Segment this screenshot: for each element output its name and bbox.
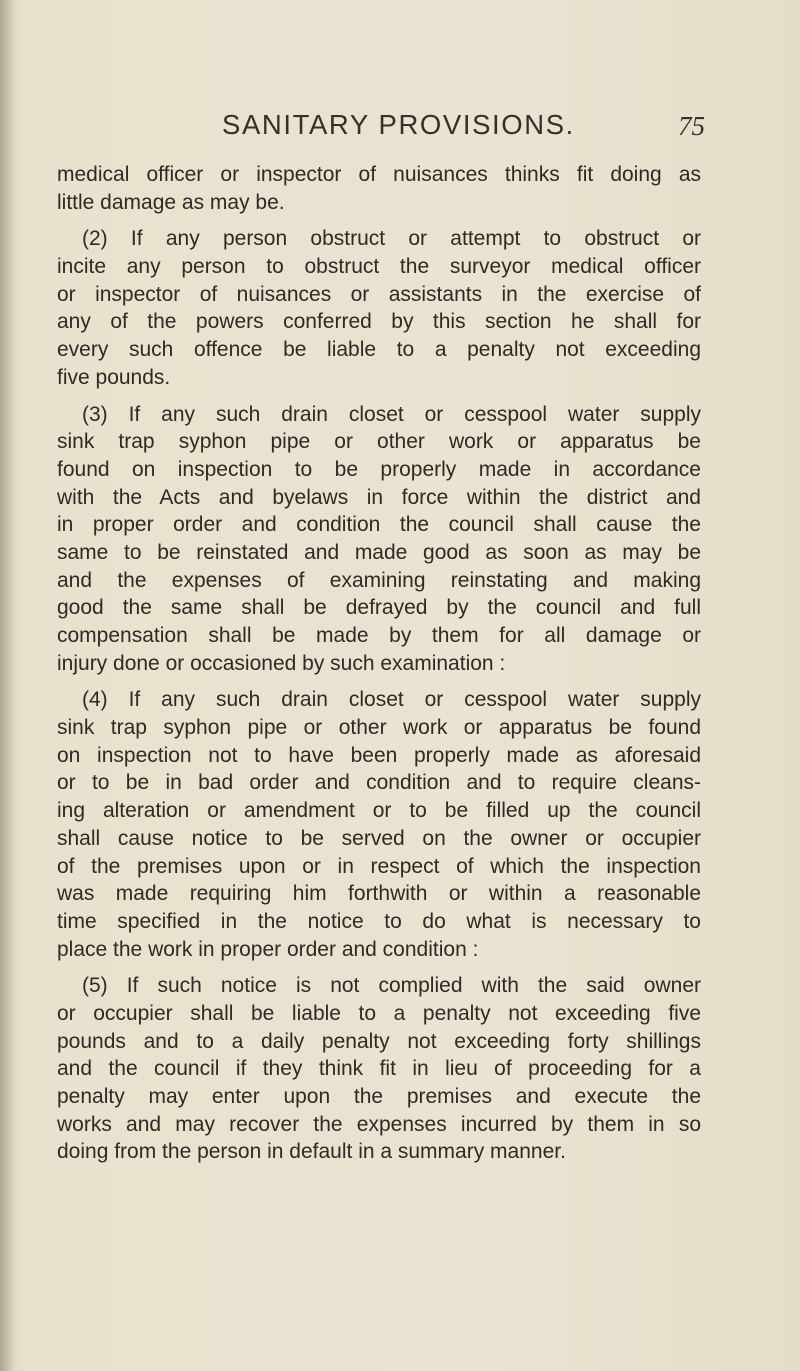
text-line: or to be in bad order and condition and to require cleans- <box>57 771 701 795</box>
text-line: (3) If any such drain closet or cesspool water supply <box>82 402 701 426</box>
page-number: 75 <box>678 111 705 141</box>
text-line: little damage as may be. <box>57 190 285 214</box>
page-gutter-shadow <box>0 0 16 1371</box>
paragraph-4 <box>57 686 701 963</box>
body-text <box>57 161 701 1166</box>
text-line: or occupier shall be liable to a penalty not exceeding five <box>57 1001 701 1025</box>
text-line: place the work in proper order and condition : <box>57 937 479 961</box>
text-line: medical officer or inspector of nuisances thinks fit doing as <box>57 163 701 186</box>
text-line: every such offence be liable to a penalty not exceeding <box>57 338 701 362</box>
text-line: time specified in the notice to do what is necessary to <box>57 909 701 933</box>
text-line: sink trap syphon pipe or other work or apparatus be <box>57 430 701 454</box>
text-line: or inspector of nuisances or assistants in the exercise of <box>57 282 701 306</box>
text-line: on inspection not to have been properly made as aforesaid <box>57 743 701 767</box>
text-line: five pounds. <box>57 365 171 389</box>
text-line: good the same shall be defrayed by the council and full <box>57 596 701 620</box>
text-line: doing from the person in default in a summary manner. <box>57 1140 566 1164</box>
text-line: with the Acts and byelaws in force within the district and <box>57 485 701 509</box>
text-line: and the council if they think fit in lieu of proceeding for a <box>57 1057 701 1081</box>
text-line: in proper order and condition the council shall cause the <box>57 513 701 537</box>
paragraph-5 <box>57 972 701 1166</box>
text-line: (4) If any such drain closet or cesspool water supply <box>82 688 701 712</box>
text-line: of the premises upon or in respect of which the inspection <box>57 854 701 878</box>
text-line: ing alteration or amendment or to be filled up the council <box>57 799 701 823</box>
text-line: compensation shall be made by them for all damage or <box>57 624 701 647</box>
running-title: SANITARY PROVISIONS. <box>222 109 575 140</box>
text-line: was made requiring him forthwith or within a reasonable <box>57 882 701 906</box>
paragraph-1 <box>57 161 701 216</box>
text-line: pounds and to a daily penalty not exceeding forty shillings <box>57 1029 701 1053</box>
page-header <box>0 109 800 149</box>
text-line: sink trap syphon pipe or other work or apparatus be found <box>57 716 701 740</box>
text-line: same to be reinstated and made good as soon as may be <box>57 540 701 564</box>
text-line: (2) If any person obstruct or attempt to obstruct or <box>82 227 701 251</box>
text-line: and the expenses of examining reinstating and making <box>57 568 701 592</box>
text-line: found on inspection to be properly made in accordance <box>57 457 701 481</box>
text-line: any of the powers conferred by this section he shall for <box>57 310 701 334</box>
paragraph-3 <box>57 401 701 678</box>
text-line: penalty may enter upon the premises and execute the <box>57 1085 701 1108</box>
text-line: (5) If such notice is not complied with the said owner <box>82 974 701 998</box>
paragraph-2 <box>57 225 701 391</box>
text-line: shall cause notice to be served on the owner or occupier <box>57 826 701 850</box>
text-line: incite any person to obstruct the surveyor medical officer <box>57 255 701 279</box>
text-line: works and may recover the expenses incurred by them in so <box>57 1112 701 1136</box>
text-line: injury done or occasioned by such examination : <box>57 651 506 675</box>
